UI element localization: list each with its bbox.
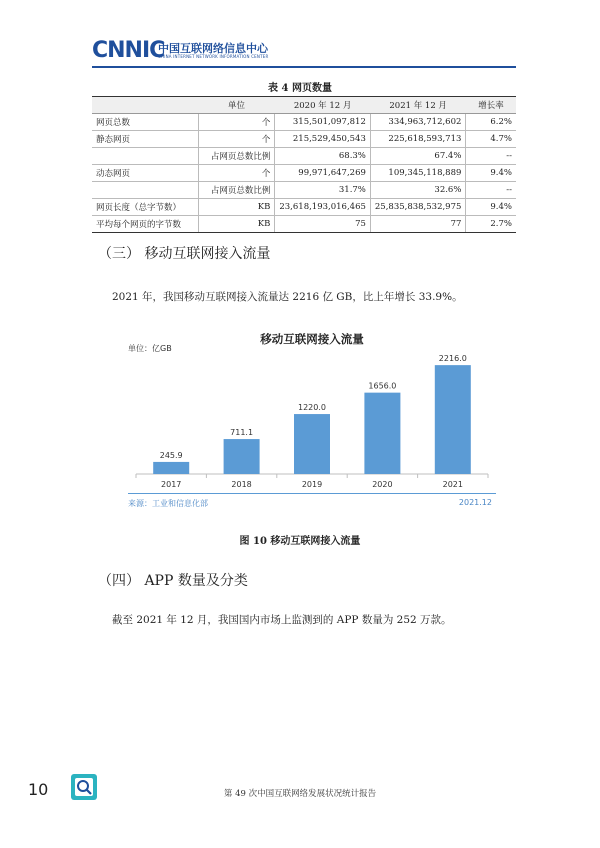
figure-caption: 图 10 移动互联网接入流量 — [239, 536, 361, 547]
chart-source-row — [128, 493, 496, 509]
table-row — [92, 165, 516, 182]
chart-title: 移动互联网接入流量 — [260, 332, 364, 346]
table-caption: 表 4 网页数量 — [268, 83, 332, 94]
bar-2021 — [435, 365, 471, 474]
table-cell-y2020: 75 — [275, 216, 371, 233]
table-cell-label: 静态网页 — [92, 131, 198, 148]
org-name-en: CHINA INTERNET NETWORK INFORMATION CENTER — [158, 54, 269, 59]
org-name-cn: 中国互联网络信息中心 — [158, 42, 268, 55]
table-cell-unit: 占网页总数比例 — [198, 182, 275, 199]
table-cell-y2020: 315,501,097,812 — [275, 114, 371, 131]
table-cell-y2021: 109,345,118,889 — [370, 165, 466, 182]
column-header: 增长率 — [466, 97, 516, 114]
x-tick-label-2018: 2018 — [231, 480, 252, 489]
table-cell-y2020: 31.7% — [275, 182, 371, 199]
table-cell-y2021: 77 — [370, 216, 466, 233]
paragraph-mobile-traffic: 2021 年，我国移动互联网接入流量达 2216 亿 GB，比上年增长 33.9%。 — [112, 291, 463, 303]
x-tick-label-2017: 2017 — [161, 480, 182, 489]
table-cell-growth: -- — [466, 182, 516, 199]
chart-plot — [128, 323, 496, 493]
table-cell-unit: 个 — [198, 131, 275, 148]
table-cell-growth: 4.7% — [466, 131, 516, 148]
footer-report-title: 第 49 次中国互联网络发展状况统计报告 — [223, 789, 377, 799]
bar-2017 — [153, 462, 189, 474]
table-cell-growth: 9.4% — [466, 199, 516, 216]
mobile-traffic-chart — [128, 323, 496, 513]
page-number: 10 — [28, 780, 49, 799]
table-cell-label: 网页总数 — [92, 114, 198, 131]
table-cell-growth: 2.7% — [466, 216, 516, 233]
table-cell-unit: KB — [198, 199, 275, 216]
table-header-row — [92, 97, 516, 114]
table-cell-label: 动态网页 — [92, 165, 198, 182]
column-header: 单位 — [198, 97, 275, 114]
paragraph-app-count: 截至 2021 年 12 月，我国国内市场上监测到的 APP 数量为 252 万款。 — [112, 614, 452, 626]
table-cell-y2021: 225,618,593,713 — [370, 131, 466, 148]
table-cell-unit: KB — [198, 216, 275, 233]
webpage-count-table — [92, 96, 516, 233]
chart-date: 2021.12 — [458, 498, 492, 507]
header-divider — [92, 66, 516, 68]
data-label-2019: 1220.0 — [298, 403, 326, 413]
table-cell-unit: 个 — [198, 114, 275, 131]
table-cell-y2020: 99,971,647,269 — [275, 165, 371, 182]
column-header: 2020 年 12 月 — [275, 97, 371, 114]
bar-2020 — [364, 393, 400, 474]
chart-source: 来源：工业和信息化部 — [128, 499, 208, 508]
table-row — [92, 199, 516, 216]
table-row — [92, 182, 516, 199]
cnnic-logo: CNNIC — [92, 38, 165, 63]
column-header: 2021 年 12 月 — [370, 97, 466, 114]
table-cell-y2021: 334,963,712,602 — [370, 114, 466, 131]
table-cell-label — [92, 182, 198, 199]
table-cell-label — [92, 148, 198, 165]
table-cell-growth: 6.2% — [466, 114, 516, 131]
table-cell-y2020: 23,618,193,016,465 — [275, 199, 371, 216]
data-label-2020: 1656.0 — [368, 381, 397, 391]
table-cell-growth: -- — [466, 148, 516, 165]
table-cell-unit: 个 — [198, 165, 275, 182]
data-label-2017: 245.9 — [159, 450, 183, 460]
x-tick-label-2019: 2019 — [301, 480, 323, 489]
table-cell-growth: 9.4% — [466, 165, 516, 182]
bar-2018 — [224, 439, 260, 474]
data-label-2018: 711.1 — [230, 428, 254, 438]
table-cell-y2020: 68.3% — [275, 148, 371, 165]
table-cell-y2020: 215,529,450,543 — [275, 131, 371, 148]
table-cell-y2021: 67.4% — [370, 148, 466, 165]
table-row — [92, 148, 516, 165]
table-row — [92, 131, 516, 148]
x-tick-label-2020: 2020 — [372, 480, 393, 489]
table-cell-label: 平均每个网页的字节数 — [92, 216, 198, 233]
chart-unit-label: 单位：亿GB — [128, 344, 172, 353]
table-row — [92, 216, 516, 233]
table-cell-unit: 占网页总数比例 — [198, 148, 275, 165]
table-cell-y2021: 32.6% — [370, 182, 466, 199]
table-cell-y2021: 25,835,838,532,975 — [370, 199, 466, 216]
section-title-app-count: （四） APP 数量及分类 — [98, 573, 248, 589]
column-header — [92, 97, 198, 114]
data-label-2021: 2216.0 — [438, 354, 467, 364]
table-row — [92, 114, 516, 131]
section-title-mobile-traffic: （三） 移动互联网接入流量 — [98, 246, 271, 262]
x-tick-label-2021: 2021 — [442, 480, 463, 489]
bar-2019 — [294, 414, 330, 474]
table-cell-label: 网页长度（总字节数） — [92, 199, 198, 216]
